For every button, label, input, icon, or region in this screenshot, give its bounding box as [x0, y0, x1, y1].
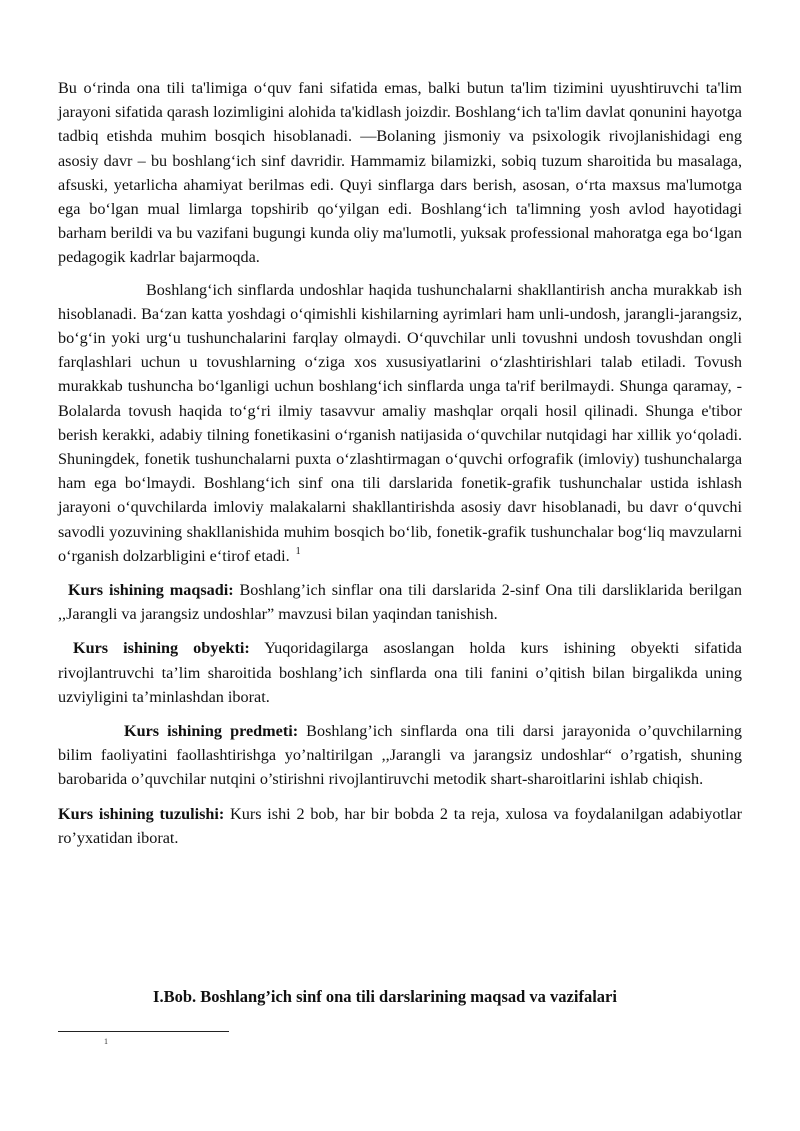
- undosh-paragraph-text: Boshlang‘ich sinflarda undoshlar haqida tushunchalarni shakllantirish ancha murakkab ish hisoblanadi. Ba‘zan katta yoshdagi o‘qimishli kishilarning ayrimlari ham unli-undosh, jarangli-jarangsiz, bo‘g‘in yoki urg‘u tushunchalarini farqlay olmaydi. O‘quvchilar unli tovushni undosh tovushdan ongli farqlashlari uchun u tovushlarning o‘ziga xos xususiyatlarini o‘zlashtirishlari talab etiladi. Tovush murakkab tushuncha bo‘lganligi uchun boshlang‘ich sinflarda unga ta'rif berilmaydi. Shunga qaramay, -Bolalarda tovush haqida to‘g‘ri ilmiy tasavvur amaliy mashqlar orqali hosil qilinadi. Shunga e'tibor berish kerakki, adabiy tilning fonetikasini o‘rganish natijasida o‘quvchilar nutqidagi har xillik yo‘qoladi. Shuningdek, fonetik tushunchalarni puxta o‘zlashtirmagan o‘quvchi orfografik (imloviy) tushunchalarga ham ega bo‘lmaydi. Boshlang‘ich sinf ona tili darslarida fonetik-grafik tushunchalar ustida ishlash jarayoni o‘quvchilarda imloviy malakalarni shakllantirishda asosiy davr hisoblanadi, bu davr o‘quvchi savodli yozuvining shakllanishida muhim bosqich bo‘lib, fonetik-grafik tushunchalar bog‘liq mavzularni o‘rganish dolzarbligini e‘tirof etadi.: [58, 280, 742, 565]
- undosh-paragraph: [58, 278, 742, 568]
- object-label: Kurs ishining obyekti:: [73, 639, 250, 658]
- footnote-divider: [58, 1031, 229, 1032]
- object-text: Yuqoridagilarga asoslangan holda kurs ishining obyekti sifatida rivojlantruvchi ta’lim sharoitida boshlang’ich sinflarda ona tili fanini o’qitish bilan birgalikda uning uzviyligini ta’minlashdan iborat.: [58, 639, 742, 706]
- goal-text: Boshlang’ich sinflar ona tili darslarida 2-sinf Ona tili darsliklarida berilgan ,,Jarangli va jarangsiz undoshlar” mavzusi bilan yaqindan tanishish.: [58, 581, 742, 624]
- chapter-heading: [58, 987, 742, 1007]
- body-text: [58, 76, 742, 850]
- goal-paragraph: [58, 578, 742, 626]
- intro-paragraph: Bu o‘rinda ona tili ta'limiga o‘quv fani sifatida emas, balki butun ta'lim tizimini uyushtiruvchi ta'lim jarayoni sifatida qarash lozimligini alohida ta'kidlash joizdir. Boshlang‘ich ta'lim davlat qonunini hayotga tadbiq etishda muhim bosqich hisoblanadi. —Bolaning jismoniy va psixologik rivojlanishidagi eng asosiy davr – bu boshlang‘ich sinf davridir. Hammamiz bilamizki, sobiq tuzum sharoitida bu masalaga, afsuski, yetarlicha ahamiyat berilmas edi. Quyi sinflarga dars berish, asosan, o‘rta maxsus ma'lumotga ega bo‘lgan mual limlarga topshirib qo‘yilgan edi. Boshlang‘ich ta'limning yosh avlod hayotidagi barham berildi va bu vazifani bugungi kunda oliy ma'lumotli, yuksak professional mahoratga ega bo‘lgan pedagogik kadrlar bajarmoqda.: [58, 79, 742, 267]
- chapter-heading-text: I.Bob. Boshlang’ich sinf ona tili darslarining maqsad va vazifalari: [153, 987, 617, 1006]
- goal-label: Kurs ishining maqsadi:: [68, 581, 234, 600]
- structure-label: Kurs ishining tuzulishi:: [58, 804, 225, 823]
- footnote-reference[interactable]: 1: [295, 546, 301, 558]
- structure-paragraph: [58, 802, 742, 850]
- subject-paragraph: [58, 719, 742, 792]
- subject-label: Kurs ishining predmeti:: [124, 722, 299, 741]
- object-paragraph: [58, 636, 742, 709]
- footnote-marker: 1: [104, 1037, 108, 1046]
- structure-text: Kurs ishi 2 bob, har bir bobda 2 ta reja, xulosa va foydalanilgan adabiyotlar ro’yxatidan iborat.: [58, 804, 742, 847]
- subject-text: Boshlang’ich sinflarda ona tili darsi jarayonida o’quvchilarning bilim faoliyatini faollashtirishga yo’naltirilgan ,,Jarangli va jarangsiz undoshlar“ o’rgatish, shuning barobarida o’quvchilar nutqini o’stirishni rivojlantiruvchi metodik shart-sharoitlarini ishlab chiqish.: [58, 722, 742, 789]
